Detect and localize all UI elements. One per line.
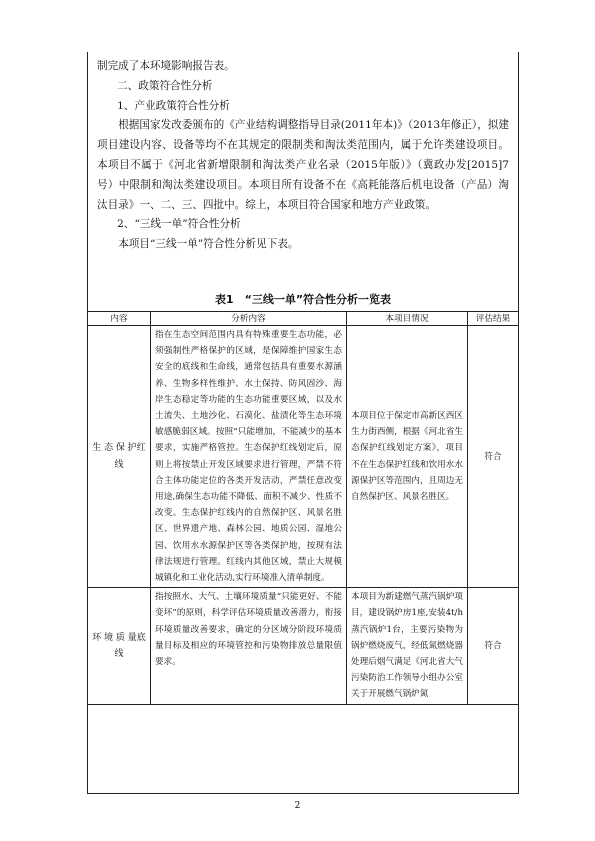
body-text [97, 57, 509, 255]
col-header-analysis: 分析内容 [151, 312, 347, 326]
row-content: 环 境 质 量底线 [88, 588, 151, 704]
table-row [88, 588, 519, 704]
section-title: 二、政策符合性分析 [117, 79, 213, 92]
row-situation: 本项目为新建燃气蒸汽锅炉项目，建设锅炉房1座,安装4t/h蒸汽锅炉1台，主要污染物为锅炉燃烧废气，经低氮燃烧器处理后烟气满足《河北省大气污染防治工作领导小组办公室关于开展燃气锅炉氮 [347, 588, 468, 704]
col-header-result: 评估结果 [468, 312, 519, 326]
row-analysis: 指按照水、大气、土壤环境质量“只能更好、不能变坏”的原则，科学评估环境质量改善潜力，衔接环境质量改善要求，确定的分区域分阶段环境质量目标及相应的环境管控和污染物排放总量限值要求。 [151, 588, 347, 704]
paragraph-2: 本项目“三线一单”符合性分析见下表。 [118, 238, 299, 251]
col-header-situation: 本项目情况 [347, 312, 468, 326]
paragraph-1: 根据国家发改委颁布的《产业结构调整指导目录(2011年本)》（2013年修正），拟建项目建设内容、设备等均不在其规定的限制类和淘汰类范围内，属于允许类建设项目。本项目不属于《河北省新增限制和淘汰类产业名录（2015年版）》（冀政办发[2015]7号）中限制和淘汰类建设项目。本项目所有设备不在《高耗能落后机电设备（产品）淘汰目录》一、二、三、四批中。综上，本项目符合国家和地方产业政策。 [97, 119, 509, 211]
table-row [88, 326, 519, 588]
table-caption: 表1 “三线一单”符合性分析一览表 [214, 293, 392, 306]
table-header-row [88, 312, 519, 326]
subsection-title-1: 1、产业政策符合性分析 [117, 99, 230, 112]
subsection-title-2: 2、“三线一单”符合性分析 [117, 218, 241, 231]
row-content: 生 态 保 护红线 [88, 326, 151, 588]
row-result: 符合 [468, 326, 519, 588]
col-header-content: 内容 [88, 312, 151, 326]
row-result: 符合 [468, 588, 519, 704]
compliance-table [87, 311, 519, 705]
page-number: 2 [294, 801, 301, 811]
row-analysis: 指在生态空间范围内具有特殊重要生态功能，必须强制性严格保护的区域，是保障维护国家生态安全的底线和生命线，通常包括具有重要水源涵养、生物多样性维护、水土保持、防风固沙、海岸生态稳定等功能的生态功能重要区域，以及水土流失、土地沙化、石漠化、盐渍化等生态环境敏感脆弱区域。按照“只能增加，不能减少的基本要求，实施严格管控。生态保护红线划定后，原则上将按禁止开发区域要求进行管理，严禁不符合主体功能定位的各类开发活动，严禁任意改变用途,确保生态功能不降低、面积不减少、性质不改变。生态保护红线内的自然保护区、风景名胜区、世界遗产地、森林公园、地质公园、湿地公园、饮用水水源保护区等各类保护地，按现有法律法规进行管理。红线内其他区域，禁止大规模城镇化和工业化活动,实行环境准入清单制度。 [151, 326, 347, 588]
row-situation: 本项目位于保定市高新区西区生力街西侧，根据《河北省生态保护红线划定方案》，项目不在生态保护红线和饮用水水源保护区等范围内，且周边无自然保护区、风景名胜区。 [347, 326, 468, 588]
top-line: 制完成了本环境影响报告表。 [97, 60, 235, 72]
